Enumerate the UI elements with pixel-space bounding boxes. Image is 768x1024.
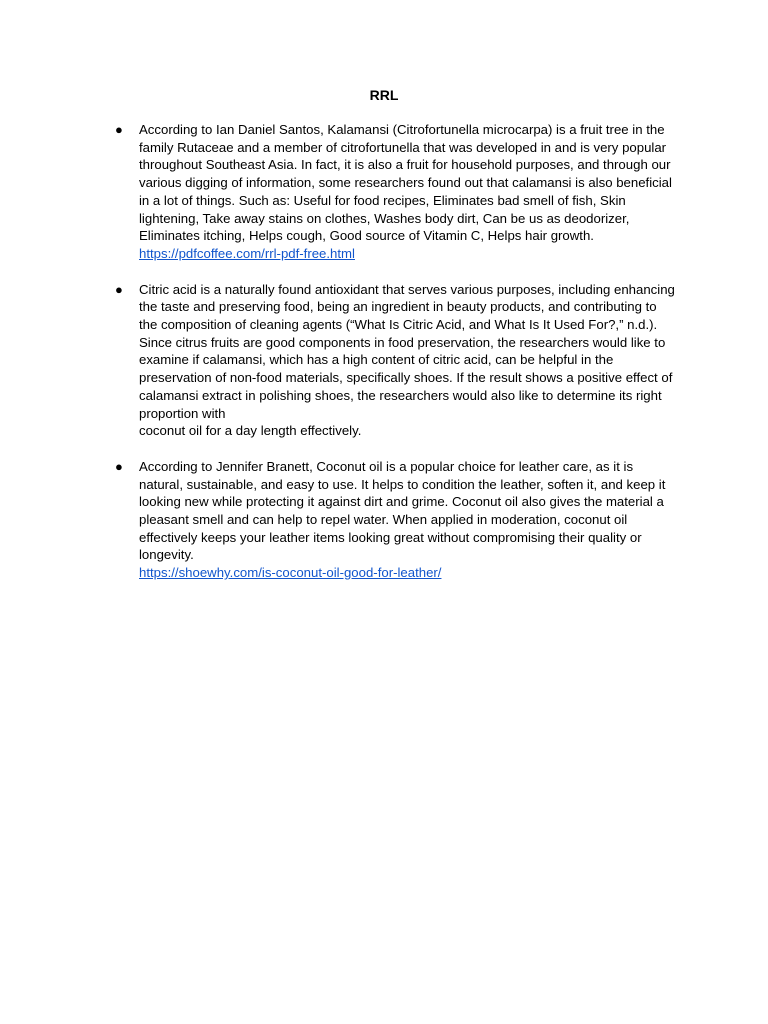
bullet-icon: ● bbox=[115, 458, 123, 474]
paragraph-coconut-oil bbox=[139, 458, 675, 582]
bullet-list bbox=[0, 121, 768, 600]
list-item-citric-acid bbox=[0, 281, 675, 440]
paragraph-citric-acid bbox=[139, 281, 675, 440]
bullet-icon: ● bbox=[115, 281, 123, 297]
source-link-shoewhy[interactable]: https://shoewhy.com/is-coconut-oil-good-for-leather/ bbox=[139, 565, 442, 581]
paragraph-text: According to Jennifer Branett, Coconut oil is a popular choice for leather care, as it is natural, sustainable, and easy to use. It helps to condition the leather, soften it, and keep it looking new while protecting it against dirt and grime. Coconut oil also gives the material a pleasant smell and can help to repel water. When applied in moderation, coconut oil effectively keeps your leather items looking great without compromising their quality or longevity. bbox=[139, 458, 666, 563]
bullet-icon: ● bbox=[115, 122, 123, 137]
document-title: RRL bbox=[369, 87, 399, 103]
paragraph-kalamansi bbox=[139, 121, 675, 263]
paragraph-text-continued: coconut oil for a day length effectively. bbox=[139, 423, 362, 439]
paragraph-text: According to Ian Daniel Santos, Kalamansi (Citrofortunella microcarpa) is a fruit tree in the family Rutaceae and a member of citrofortunella that was developed in and is very popular throughout Southeast Asia. In fact, it is also a fruit for household purposes, and through our various digging of information, some researchers found out that calamansi is also beneficial in a lot of things. Such as: Useful for food recipes, Eliminates bad smell of fish, Skin lightening, Take away stains on clothes, Washes body dirt, Can be us as deodorizer, Eliminates itching, Helps cough, Good source of Vitamin C, Helps hair growth. bbox=[139, 122, 672, 244]
paragraph-text: Citric acid is a naturally found antioxidant that serves various purposes, including enhancing the taste and preserving food, being an ingredient in beauty products, and contributing to the composition of cleaning agents (“What Is Citric Acid, and What Is It Used For?,” n.d.). Since citrus fruits are good components in food preservation, the researchers would like to examine if calamansi, which has a high content of citric acid, can be helpful in the preservation of non-food materials, specifically shoes. If the result shows a positive effect of calamansi extract in polishing shoes, the researchers would also like to determine its right proportion with bbox=[139, 281, 675, 421]
list-item-coconut-oil bbox=[0, 458, 675, 582]
source-link-pdfcoffee[interactable]: https://pdfcoffee.com/rrl-pdf-free.html bbox=[139, 245, 355, 261]
list-item-kalamansi bbox=[0, 121, 675, 263]
